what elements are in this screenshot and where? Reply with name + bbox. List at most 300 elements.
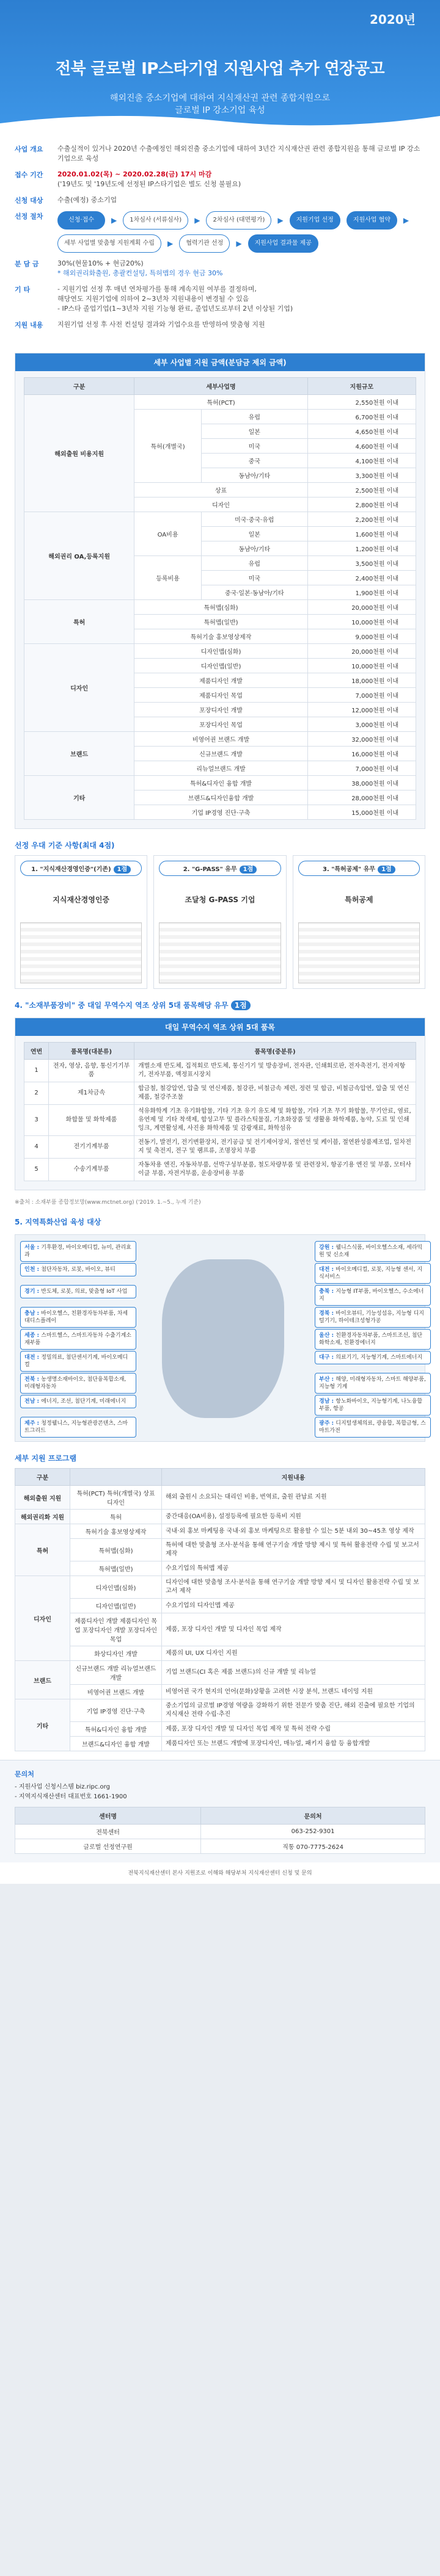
amount-cell: 2,200천원 이내 (307, 512, 416, 527)
region-name: 강원 : (319, 1245, 336, 1251)
table-cell: 전북센터 (15, 1825, 201, 1839)
item-name-cell: 유럽 (201, 410, 307, 424)
item-name-cell: 디자인맵(일반) (134, 659, 307, 673)
amount-cell: 4,650천원 이내 (307, 424, 416, 439)
program-desc-cell: 특허에 대한 맞춤형 조사·분석을 통해 연구기술 개발 방향 제시 및 특허 활용전략 수립 및 보고서 제작 (162, 1539, 425, 1561)
amount-cell: 1,900천원 이내 (307, 585, 416, 600)
programs-table (15, 1468, 425, 1751)
period-note: ('19년도 및 '19년도에 선정된 IP스타기업은 별도 신청 불필요) (57, 180, 241, 188)
hero-subtitle-line-1: 해외진출 중소기업에 대하여 지식재산권 관련 종합지원으로 (109, 93, 331, 103)
group-cell: 기타 (15, 1699, 70, 1751)
arrow-right-icon: ▶ (236, 239, 242, 248)
trade-table (24, 1042, 416, 1181)
program-name-cell: 기업 IP경영 진단·구축 (70, 1699, 162, 1722)
region-name: 인천 : (24, 1267, 42, 1273)
contact-table (15, 1807, 425, 1854)
region-name: 제주 : (24, 1420, 42, 1427)
subgroup-cell: 특허(개별국) (134, 410, 202, 483)
region-box (315, 1395, 431, 1416)
info-row-etc (15, 284, 425, 314)
preference-case (293, 855, 425, 989)
group-cell: 해외권리화 지원 (15, 1510, 70, 1524)
item-name-cell: 특허&디자인 융합 개발 (134, 776, 307, 791)
amount-cell: 15,000천원 이내 (307, 805, 416, 820)
item-name-cell: 동남아/기타 (201, 541, 307, 556)
panel-title: 세부 사업별 지원 금액(분담금 제외 금액) (15, 353, 425, 371)
table-row (24, 395, 416, 410)
table-header: 세부사업명 (134, 378, 307, 395)
item-name-cell: 비영어권 브랜드 개발 (134, 732, 307, 747)
amount-cell: 10,000천원 이내 (307, 615, 416, 629)
footer-title: 문의처 (15, 1770, 34, 1778)
program-desc-cell: 제품의 UI, UX 디자인 지원 (162, 1646, 425, 1661)
period-value: 2020.01.02(목) ~ 2020.02.28(금) 17시 마감 (57, 170, 212, 178)
amount-cell: 20,000천원 이내 (307, 600, 416, 615)
region-industries: 디지털생체의료, 광융합, 복합금형, 스마트가전 (319, 1420, 426, 1434)
process-step: 협력기관 선정 (179, 234, 230, 253)
group-cell: 해외권리 OA,등록지원 (24, 512, 134, 600)
item-name-cell: 중국·일본·동남아/기타 (201, 585, 307, 600)
item-name-cell: 미국·중국·유럽 (201, 512, 307, 527)
info-value (57, 170, 241, 189)
program-name-cell: 특허 (70, 1510, 162, 1524)
info-label: 분 담 금 (15, 260, 39, 268)
amount-cell: 4,600천원 이내 (307, 439, 416, 454)
item-name-cell: 특허(PCT) (134, 395, 307, 410)
table-row (15, 1646, 425, 1661)
amount-cell: 9,000천원 이내 (307, 629, 416, 644)
page-title: 전북 글로벌 IP스타기업 지원사업 추가 연장공고 (55, 60, 385, 78)
program-name-cell: 비영어권 브랜드 개발 (70, 1685, 162, 1699)
table-cell: 전자, 영상, 음향, 통신기기부품 (49, 1060, 134, 1082)
table-cell: 자동차용 엔진, 자동차부품, 선박구성부분품, 철도차량부품 및 관련장치, 항공기용 엔진 및 부품, 모터사이클 부품, 자전거부품, 운송장비용 부품 (134, 1159, 416, 1181)
subgroup-cell: 등록비용 (134, 556, 202, 600)
region-name: 대구 : (319, 1355, 336, 1361)
amount-cell: 3,000천원 이내 (307, 717, 416, 732)
case-label: 2. "G-PASS" 유무 (183, 866, 237, 873)
case-title (159, 861, 280, 876)
region-box (20, 1285, 136, 1298)
program-desc-cell: 제품, 포장 디자인 개발 및 디자인 목업 제작 (162, 1613, 425, 1646)
region-industries: 항노화바이오, 지능형기계, 나노융합부품, 항공 (319, 1398, 423, 1412)
info-value (57, 259, 222, 278)
arrow-right-icon: ▶ (194, 216, 200, 225)
info-label: 기 타 (15, 286, 31, 294)
etc-line: - 지원기업 선정 후 매년 연차평가를 통해 계속지원 여부를 결정하며, (57, 285, 257, 293)
region-name: 전남 : (24, 1398, 42, 1405)
table-row (15, 1661, 425, 1685)
program-name-cell: 특허(PCT) 특허(개별국) 상표 디자인 (70, 1486, 162, 1510)
table-row (24, 1159, 416, 1181)
table-header: 구분 (24, 378, 134, 395)
table-row (15, 1561, 425, 1576)
region-box (315, 1307, 431, 1328)
korea-map-shape (162, 1259, 284, 1418)
info-row-period (15, 170, 425, 189)
amount-cell: 16,000천원 이내 (307, 747, 416, 761)
table-row (15, 1685, 425, 1699)
trade-panel (15, 1018, 425, 1190)
info-label: 접수 기간 (15, 171, 43, 179)
amount-cell: 18,000천원 이내 (307, 673, 416, 688)
region-industries: 정밀의료, 첨단센서기계, 바이오메디컬 (24, 1355, 128, 1368)
region-box (315, 1351, 431, 1364)
program-name-cell: 신규브랜드 개발 리뉴얼브랜드 개발 (70, 1661, 162, 1685)
group-cell: 특허 (15, 1524, 70, 1576)
fund-line: * 해외권리화출원, 총괄컨설팅, 특허맵의 경우 현금 30% (57, 269, 223, 277)
program-name-cell: 특허맵(심화) (70, 1539, 162, 1561)
table-row (15, 1486, 425, 1510)
table-header: 품목명(중분류) (134, 1043, 416, 1060)
program-desc-cell: 중간대응(OA비용), 설정등록에 필요한 등록비 지원 (162, 1510, 425, 1524)
table-row (24, 644, 416, 659)
group-cell: 브랜드 (15, 1661, 70, 1699)
program-name-cell: 디자인맵(일반) (70, 1599, 162, 1613)
group-cell: 해외출원 지원 (15, 1486, 70, 1510)
table-row (15, 1737, 425, 1751)
program-name-cell: 특허&디자인 융합 개발 (70, 1722, 162, 1737)
table-row (15, 1839, 425, 1854)
hero-subtitle-line-2: 글로벌 IP 강소기업 육성 (175, 106, 265, 115)
table-cell: 개별소재 반도체, 집적회로 반도체, 통신기기 및 방송장비, 전자관, 인쇄회로판, 전자축전기, 전자저항기, 전자부품, 액정표시장치 (134, 1060, 416, 1082)
item-name-cell: 미국 (201, 439, 307, 454)
table-row (24, 1136, 416, 1159)
table-cell: 전기기계부품 (49, 1136, 134, 1159)
region-industries: 농생명소재바이오, 첨단융복합소재, 미래형자동차 (24, 1377, 127, 1390)
item-name-cell: 리뉴얼브랜드 개발 (134, 761, 307, 776)
region-industries: 청정웰니스, 지능형관광콘텐츠, 스마트그리드 (24, 1420, 128, 1434)
program-desc-cell: 수요기업의 특허맵 제공 (162, 1561, 425, 1576)
arrow-right-icon: ▶ (277, 216, 284, 225)
region-industries: 친환경자동차부품, 스마트조선, 첨단화학소재, 친환경에너지 (319, 1333, 423, 1346)
table-row (24, 776, 416, 791)
program-desc-cell: 국내·외 홍보 마케팅용 국내·외 홍보 마케팅으로 활용할 수 있는 5분 내외 30~45초 영상 제작 (162, 1524, 425, 1539)
region-name: 부산 : (319, 1377, 336, 1383)
item-name-cell: 일본 (201, 527, 307, 541)
group-cell: 기타 (24, 776, 134, 820)
item-name-cell: 포장디자인 개발 (134, 703, 307, 717)
info-section (0, 134, 440, 346)
preference-case (153, 855, 286, 989)
region-industries: 웰니스식품, 바이오헬스소재, 세라믹원 및 신소재 (319, 1245, 423, 1258)
amount-cell: 2,800천원 이내 (307, 497, 416, 512)
item-name-cell: 포장디자인 목업 (134, 717, 307, 732)
region-industries: 의료기기, 지능형기계, 스마트에너지 (336, 1355, 423, 1361)
amount-cell: 20,000천원 이내 (307, 644, 416, 659)
table-header (70, 1469, 162, 1486)
support-limit-panel (15, 353, 425, 829)
preference-case (15, 855, 147, 989)
table-cell: 1 (24, 1060, 49, 1082)
info-row-target (15, 195, 425, 205)
table-cell: 3 (24, 1105, 49, 1136)
region-name: 서울 : (24, 1245, 42, 1251)
item-name-cell: 제품디자인 개발 (134, 673, 307, 688)
program-desc-cell: 비영어권 국가 현지의 언어(문화)상황을 고려한 시장 분석, 브랜드 네이밍 지원 (162, 1685, 425, 1699)
section-title-programs: 세부 지원 프로그램 (15, 1454, 77, 1463)
region-box (20, 1307, 136, 1328)
process-step: 2차심사 (대면평가) (206, 211, 271, 230)
amount-cell: 12,000천원 이내 (307, 703, 416, 717)
table-cell: 글로벌 선정연구원 (15, 1839, 201, 1854)
table-header: 센터명 (15, 1807, 201, 1825)
info-value: 수출(예정) 중소기업 (57, 196, 117, 204)
score-badge: 1점 (240, 866, 257, 874)
process-step: 지원사업 결과물 제공 (248, 234, 318, 253)
region-map (15, 1234, 425, 1442)
amount-cell: 32,000천원 이내 (307, 732, 416, 747)
region-industries: 바이오헬스, 친환경자동차부품, 차세대디스플레이 (24, 1311, 128, 1324)
case4-label: 4. "소재부품장비" 중 대일 무역수지 역조 상위 5대 품목해당 유무 (15, 1001, 229, 1010)
info-row-process (15, 211, 425, 253)
table-row (24, 732, 416, 747)
table-row (15, 1539, 425, 1561)
score-badge: 1점 (231, 1000, 251, 1010)
region-name: 경북 : (319, 1311, 336, 1317)
amount-cell: 1,600천원 이내 (307, 527, 416, 541)
footer-line: - 지역지식재산센터 대표번호 1661-1900 (15, 1793, 127, 1800)
program-name-cell: 디자인맵(심화) (70, 1576, 162, 1599)
item-name-cell: 특허기술 홍보영상제작 (134, 629, 307, 644)
item-name-cell: 일본 (201, 424, 307, 439)
process-flow (57, 211, 425, 253)
case-label: 3. "특허공제" 유무 (322, 866, 376, 873)
amount-cell: 1,200천원 이내 (307, 541, 416, 556)
process-step: 세부 사업별 맞춤형 지원계획 수립 (57, 234, 161, 253)
programs-wrapper (15, 1468, 425, 1751)
table-cell: 화합물 및 화학제품 (49, 1105, 134, 1136)
region-industries: 바이오뷰티, 기능성섬유, 지능형 디지털기기, 하이테크성형가공 (319, 1311, 424, 1324)
item-name-cell: 특허맵(일반) (134, 615, 307, 629)
item-name-cell: 브랜드&디자인융합 개발 (134, 791, 307, 805)
region-box (20, 1373, 136, 1394)
group-cell: 디자인 (24, 644, 134, 732)
region-industries: 지능형 IT부품, 바이오헬스, 수소에너지 (319, 1289, 424, 1302)
amount-cell: 4,100천원 이내 (307, 454, 416, 468)
table-cell: 전동기, 발전기, 전기변환장치, 전기공급 및 전기제어장치, 절연선 및 케이블, 절연완성품제조업, 일차전지 및 축전지, 전구 및 램프류, 조명장치 부품 (134, 1136, 416, 1159)
item-name-cell: 특허맵(심화) (134, 600, 307, 615)
amount-cell: 38,000천원 이내 (307, 776, 416, 791)
program-name-cell: 화상디자인 개발 (70, 1646, 162, 1661)
amount-cell: 28,000천원 이내 (307, 791, 416, 805)
item-name-cell: 디자인맵(심화) (134, 644, 307, 659)
region-name: 세종 : (24, 1333, 42, 1339)
hero-year: 2020년 (370, 12, 416, 27)
program-desc-cell: 해외 출원시 소요되는 대리인 비용, 번역료, 출원 관납료 지원 (162, 1486, 425, 1510)
amount-cell: 6,700천원 이내 (307, 410, 416, 424)
group-cell: 브랜드 (24, 732, 134, 776)
group-cell: 해외출원 비용지원 (24, 395, 134, 512)
case-title (20, 861, 142, 876)
etc-line: 해당연도 지원기업에 의하여 2~3년차 지원내용이 변경될 수 있음 (57, 295, 249, 303)
subgroup-cell: OA비용 (134, 512, 202, 556)
table-row (15, 1510, 425, 1524)
certificate-image (298, 922, 420, 983)
arrow-right-icon: ▶ (167, 239, 174, 248)
support-limit-table (24, 377, 416, 820)
fund-line: 30%(현물10% + 현금20%) (57, 259, 144, 267)
info-row-scale (15, 320, 425, 330)
region-box (315, 1373, 431, 1394)
table-row (15, 1722, 425, 1737)
table-cell: 5 (24, 1159, 49, 1181)
table-header: 품목명(대분류) (49, 1043, 134, 1060)
arrow-right-icon: ▶ (111, 216, 117, 225)
region-box (20, 1329, 136, 1350)
table-cell: 제1차금속 (49, 1082, 134, 1105)
item-name-cell: 동남아/기타 (201, 468, 307, 483)
table-row (15, 1699, 425, 1722)
region-box (315, 1285, 431, 1306)
item-name-cell: 미국 (201, 571, 307, 585)
info-label: 선정 절차 (15, 212, 43, 220)
group-cell: 디자인 (15, 1576, 70, 1661)
item-name-cell: 상표 (134, 483, 307, 497)
region-industries: 바이오메디컬, 로봇, 지능형 센서, 지식서비스 (319, 1267, 423, 1280)
region-industries: 에너지, 조선, 첨단기계, 미래에너지 (41, 1398, 127, 1405)
region-industries: 스마트헬스, 스마트자동차 수출기계소재부품 (24, 1333, 131, 1346)
amount-cell: 2,400천원 이내 (307, 571, 416, 585)
info-label: 신청 대상 (15, 197, 43, 204)
table-header: 지원내용 (162, 1469, 425, 1486)
table-cell: 4 (24, 1136, 49, 1159)
region-name: 대전 : (24, 1355, 42, 1361)
info-value (57, 284, 293, 314)
table-row (24, 600, 416, 615)
program-desc-cell: 제품디자인 또는 브랜드 개발에 포장디자인, 매뉴얼, 패키지 융합 등 융합개발 (162, 1737, 425, 1751)
amount-cell: 3,300천원 이내 (307, 468, 416, 483)
table-header: 지원규모 (307, 378, 416, 395)
table-cell: 수송기계부품 (49, 1159, 134, 1181)
section-title-map: 5. 지역특화산업 육성 대상 (15, 1218, 101, 1226)
case-label: 1. "지식재산경영인증"(기존) (31, 866, 111, 873)
table-row (24, 1060, 416, 1082)
table-row (15, 1524, 425, 1539)
etc-line: - IP스타 졸업기업(1~3년차 지원 기능형 완료, 졸업년도로부터 2년 이상된 기업) (57, 305, 293, 313)
case-logo: 조달청 G-PASS 기업 (185, 895, 255, 904)
region-name: 경기 : (24, 1289, 42, 1295)
arrow-right-icon: ▶ (403, 216, 409, 225)
region-box (20, 1351, 136, 1372)
program-name-cell: 특허맵(일반) (70, 1561, 162, 1576)
region-box (315, 1329, 431, 1350)
program-name-cell: 특허기술 홍보영상제작 (70, 1524, 162, 1539)
info-label: 사업 개요 (15, 145, 43, 153)
score-badge: 1점 (378, 866, 395, 874)
item-name-cell: 제품디자인 목업 (134, 688, 307, 703)
program-name-cell: 브랜드&디자인 융합 개발 (70, 1737, 162, 1751)
bottom-note: 전북지식재산센터 본사 지원조로 이해와 해당부처 지식재산센터 신청 및 문의 (128, 1870, 312, 1876)
case-logo: 지식재산경영인증 (53, 895, 110, 904)
region-name: 광주 : (319, 1420, 336, 1427)
table-cell: 합금철, 철강압연, 압출 및 연신제품, 철강관, 비철금속 제련, 정련 및 합금, 비철금속압연, 압출 및 연신제품, 철강주조물 (134, 1082, 416, 1105)
process-step: 신청·접수 (57, 211, 105, 230)
table-row (24, 1105, 416, 1136)
process-step: 1차심사 (서류심사) (123, 211, 188, 230)
table-header: 연번 (24, 1043, 49, 1060)
region-box (315, 1241, 431, 1262)
program-desc-cell: 디자인에 대한 맞춤형 조사·분석을 통해 연구기술 개발 방향 제시 및 디자인 활용전략 수립 및 보고서 제작 (162, 1576, 425, 1599)
info-value: 지원기업 선정 후 사전 컨설팅 결과와 기업수요를 반영하여 맞춤형 지원 (57, 320, 265, 328)
case-logo: 특허공제 (345, 895, 373, 904)
table-row (15, 1576, 425, 1599)
table-header: 문의처 (201, 1807, 425, 1825)
region-name: 전북 : (24, 1377, 42, 1383)
item-name-cell: 유럽 (201, 556, 307, 571)
region-box (20, 1241, 136, 1262)
table-cell: 석유화학계 기초 유기화합물, 기타 기초 유기 유도체 및 화합물, 기타 기초 무기 화합물, 무기안료, 염료, 유연제 및 기타 착색제, 합성고무 및 플라스틱물질, 기초화장품 및 생활용 화학제품, 농약, 도료 및 인쇄잉크, 계면활성제, 사진용 화학제품 및 감광재료, 화학섬유 (134, 1105, 416, 1136)
amount-cell: 3,500천원 이내 (307, 556, 416, 571)
amount-cell: 7,000천원 이내 (307, 688, 416, 703)
region-box (315, 1263, 431, 1284)
amount-cell: 2,500천원 이내 (307, 483, 416, 497)
program-desc-cell: 제품, 포장 디자인 개발 및 디자인 목업 제작 및 특허 전략 수립 (162, 1722, 425, 1737)
info-row-fund (15, 259, 425, 278)
table-row (24, 1082, 416, 1105)
hero-decoration (0, 110, 440, 134)
region-industries: 반도체, 로봇, 의료, 맞춤형 IoT 사업 (41, 1289, 128, 1295)
item-name-cell: 중국 (201, 454, 307, 468)
table-header: 구분 (15, 1469, 70, 1486)
region-name: 경남 : (319, 1398, 336, 1405)
program-desc-cell: 기업 브랜드(CI 혹은 제품 브랜드)의 신규 개발 및 리뉴얼 (162, 1661, 425, 1685)
info-label: 지원 내용 (15, 321, 43, 329)
item-name-cell: 디자인 (134, 497, 307, 512)
score-badge: 1점 (114, 866, 131, 874)
item-name-cell: 기업 IP경영 진단·구축 (134, 805, 307, 820)
table-row (15, 1613, 425, 1646)
contact-footer (0, 1760, 440, 1862)
hero-banner (0, 0, 440, 134)
process-step: 지원사업 협약 (346, 211, 397, 230)
certificate-image (159, 922, 280, 983)
section-title-cases: 선정 우대 기준 사항(최대 4점) (15, 841, 115, 850)
group-cell: 특허 (24, 600, 134, 644)
region-box (20, 1417, 136, 1438)
item-name-cell: 신규브랜드 개발 (134, 747, 307, 761)
footer-line: - 지원사업 신청시스템 biz.ripc.org (15, 1784, 110, 1790)
amount-cell: 7,000천원 이내 (307, 761, 416, 776)
region-box (20, 1263, 136, 1276)
table-cell: 직통 070-7775-2624 (201, 1839, 425, 1854)
program-name-cell: 제품디자인 개발 제품디자인 목업 포장디자인 개발 포장디자인 목업 (70, 1613, 162, 1646)
region-box (315, 1417, 431, 1438)
region-industries: 해양, 미래형자동차, 스마트 해양부품, 지능형 기계 (319, 1377, 426, 1390)
case4-title (15, 1000, 425, 1010)
region-name: 대전 : (319, 1267, 336, 1273)
region-name: 충남 : (24, 1311, 42, 1317)
process-step: 지원기업 선정 (290, 211, 340, 230)
amount-cell: 10,000천원 이내 (307, 659, 416, 673)
info-value: 수출실적이 있거나 2020년 수출예정인 해외진출 중소기업에 대하여 3년간 지식재산권 관련 종합지원을 통해 글로벌 IP 강소기업으로 육성 (57, 145, 420, 162)
preference-cases (15, 855, 425, 989)
trade-source-note: ※출처 : 소재부품 종합정보망(www.mctnet.org) ('2019. 1.~5., 누계 기준) (15, 1199, 201, 1206)
table-cell: 2 (24, 1082, 49, 1105)
table-row (15, 1599, 425, 1613)
table-row (24, 512, 416, 527)
region-name: 울산 : (319, 1333, 336, 1339)
region-industries: 첨단자동차, 로봇, 바이오, 뷰티 (41, 1267, 116, 1273)
case-title (298, 861, 420, 876)
region-industries: 기후환경, 바이오메디컬, 뉴미, 관리효과 (24, 1245, 131, 1258)
panel-title: 대일 무역수지 역조 상위 5대 품목 (15, 1018, 425, 1036)
program-desc-cell: 수요기업의 디자인맵 제공 (162, 1599, 425, 1613)
region-box (20, 1395, 136, 1408)
table-row (15, 1825, 425, 1839)
table-cell: 063-252-9301 (201, 1825, 425, 1839)
amount-cell: 2,550천원 이내 (307, 395, 416, 410)
program-desc-cell: 중소기업의 글로벌 IP경영 역량을 강화하기 위한 전문가 맞춤 진단, 해외 진출에 필요한 기업의 지식재산 전략 수립·추진 (162, 1699, 425, 1722)
